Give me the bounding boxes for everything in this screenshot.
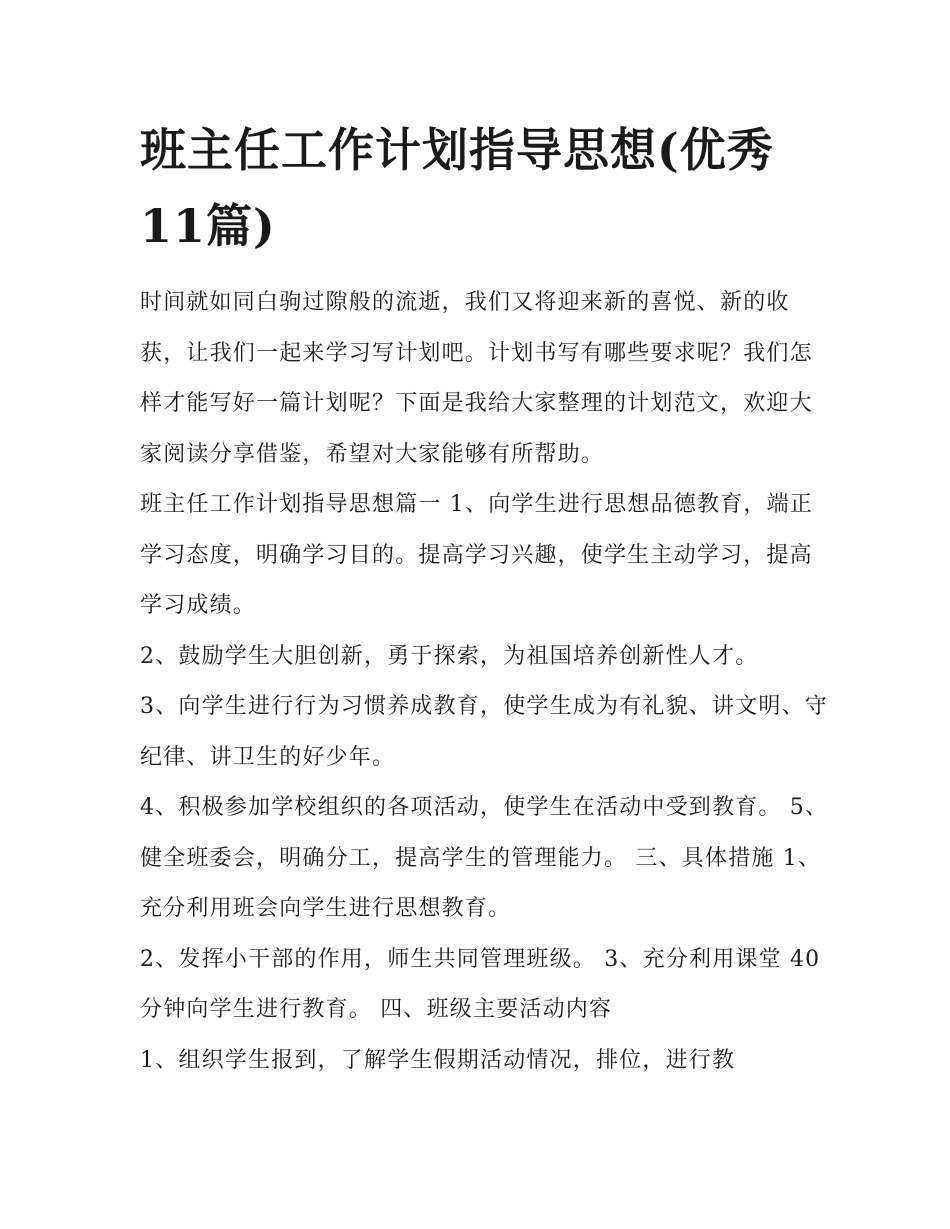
intro-paragraph: 时间就如同白驹过隙般的流逝，我们又将迎来新的喜悦、新的收获，让我们一起来学习写计划吧。计划书写有哪些要求呢？我们怎样才能写好一篇计划呢？下面是我给大家整理的计划范文，欢迎大家阅读分享借鉴，希望对大家能够有所帮助。 xyxy=(140,290,813,467)
document-body xyxy=(140,112,830,1086)
list-item-measures-2: 2、发挥小干部的作用，师生共同管理班级。 3、充分利用课堂 40 分钟向学生进行教育。 四、班级主要活动内容 xyxy=(140,946,821,1022)
section-one-paragraph: 班主任工作计划指导思想篇一 1、向学生进行思想品德教育，端正学习态度，明确学习目的。提高学习兴趣，使学生主动学习，提高学习成绩。 xyxy=(140,492,813,618)
list-item-2: 2、鼓励学生大胆创新，勇于探索，为祖国培养创新性人才。 xyxy=(140,643,759,669)
list-item-4: 4、积极参加学校组织的各项活动，使学生在活动中受到教育。 5、健全班委会，明确分工，提高学生的管理能力。 三、具体措施 1、充分利用班会向学生进行思想教育。 xyxy=(140,795,829,921)
list-item-activities-1: 1、组织学生报到，了解学生假期活动情况，排位，进行教 xyxy=(140,1047,736,1073)
list-item-3: 3、向学生进行行为习惯养成教育，使学生成为有礼貌、讲文明、守纪律、讲卫生的好少年。 xyxy=(140,694,828,770)
document-title: 班主任工作计划指导思想(优秀11篇) xyxy=(140,123,774,253)
